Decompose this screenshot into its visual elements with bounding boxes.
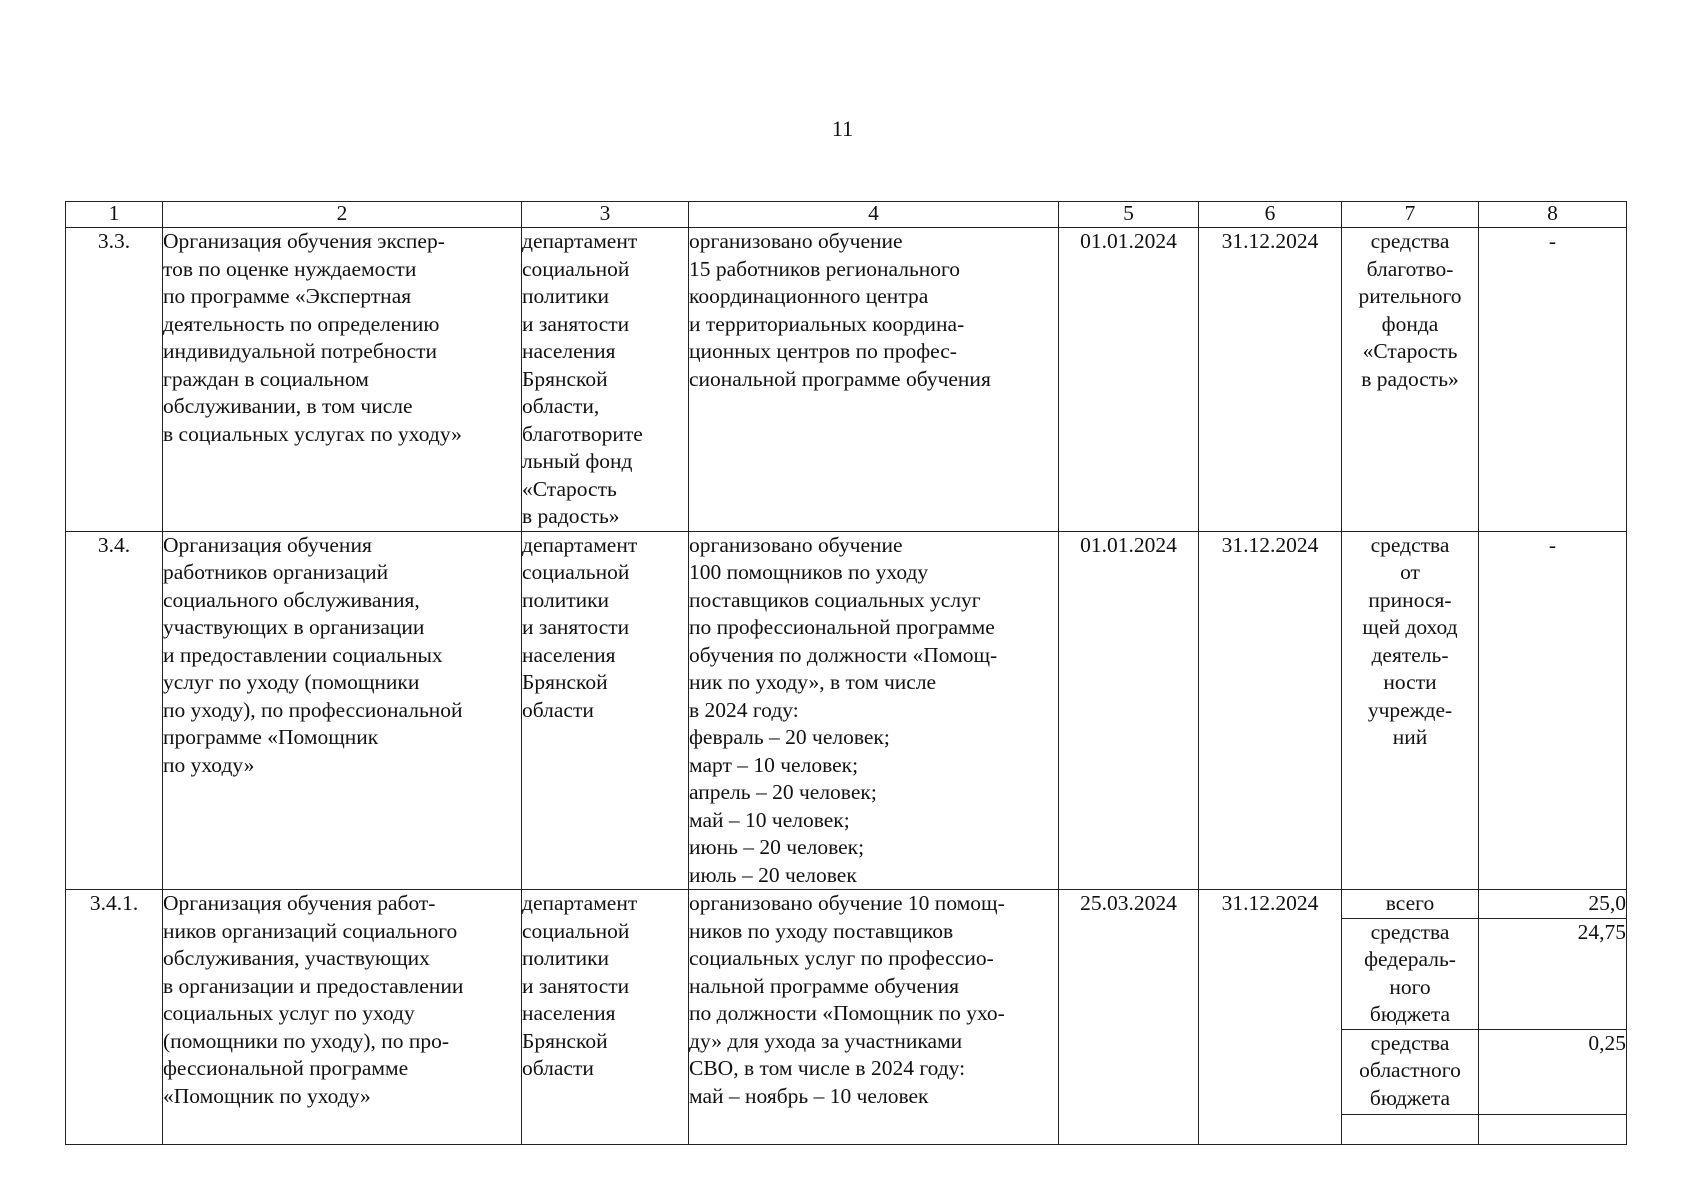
column-number: 8 <box>1479 202 1627 228</box>
expected-result: организовано обучение 15 работников регионального координационного центра и территориальных координа- ционных центров по профес- сиональной программе обучения <box>689 228 1059 532</box>
table-row <box>66 228 1627 532</box>
expected-result: организовано обучение 100 помощников по уходу поставщиков социальных услуг по профессиональной программе обучения по должности «Помощ- ник по уходу», в том числе в 2024 году: февраль – 20 человек; март – 10 человек; апрель – 20 человек; май – 10 человек; июнь – 20 человек; июль – 20 человек <box>689 531 1059 890</box>
funding-source: средства благотво- рительного фонда «Старость в радость» <box>1342 228 1479 532</box>
funding-source: всего <box>1342 890 1479 919</box>
activity-name: Организация обучения экспер- тов по оценке нуждаемости по программе «Экспертная деятельность по определению индивидуальной потребности граждан в социальном обслуживании, в том числе в социальных услугах по уходу» <box>163 228 522 532</box>
funding-source: средства областного бюджета <box>1342 1029 1479 1114</box>
start-date: 25.03.2024 <box>1059 890 1199 1145</box>
funding-source: средства федераль- ного бюджета <box>1342 918 1479 1029</box>
page-number: 11 <box>831 116 854 141</box>
column-number: 6 <box>1199 202 1342 228</box>
empty-cell <box>1479 1114 1627 1144</box>
funding-amount: 25,0 <box>1479 890 1627 919</box>
executor: департамент социальной политики и занятости населения Брянской области <box>522 531 689 890</box>
funding-source: средства от принося- щей доход деятель- ности учрежде- ний <box>1342 531 1479 890</box>
activity-name: Организация обучения работников организаций социального обслуживания, участвующих в организации и предоставлении социальных услуг по уходу (помощники по уходу), по профессиональной программе «Помощник по уходу» <box>163 531 522 890</box>
expected-result: организовано обучение 10 помощ- ников по уходу поставщиков социальных услуг по профессио- нальной программе обучения по должности «Помощник по ухо- ду» для ухода за участниками СВО, в том числе в 2024 году: май – ноябрь – 10 человек <box>689 890 1059 1145</box>
item-number: 3.4.1. <box>66 890 163 1145</box>
column-number: 7 <box>1342 202 1479 228</box>
plan-table <box>65 201 1627 1145</box>
executor: департамент социальной политики и занятости населения Брянской области, благотворите льный фонд «Старость в радость» <box>522 228 689 532</box>
column-number: 3 <box>522 202 689 228</box>
funding-amount: 24,75 <box>1479 918 1627 1029</box>
start-date: 01.01.2024 <box>1059 228 1199 532</box>
column-number: 1 <box>66 202 163 228</box>
empty-cell <box>1342 1114 1479 1144</box>
table-row <box>66 531 1627 890</box>
funding-amount: - <box>1479 531 1627 890</box>
funding-amount: - <box>1479 228 1627 532</box>
start-date: 01.01.2024 <box>1059 531 1199 890</box>
executor: департамент социальной политики и занятости населения Брянской области <box>522 890 689 1145</box>
column-number-row <box>66 202 1627 228</box>
funding-amount: 0,25 <box>1479 1029 1627 1114</box>
column-number: 2 <box>163 202 522 228</box>
end-date: 31.12.2024 <box>1199 531 1342 890</box>
column-number: 4 <box>689 202 1059 228</box>
end-date: 31.12.2024 <box>1199 890 1342 1145</box>
column-number: 5 <box>1059 202 1199 228</box>
item-number: 3.4. <box>66 531 163 890</box>
table-row <box>66 890 1627 919</box>
item-number: 3.3. <box>66 228 163 532</box>
activity-name: Организация обучения работ- ников организаций социального обслуживания, участвующих в организации и предоставлении социальных услуг по уходу (помощники по уходу), по про- фессиональной программе «Помощник по уходу» <box>163 890 522 1145</box>
end-date: 31.12.2024 <box>1199 228 1342 532</box>
